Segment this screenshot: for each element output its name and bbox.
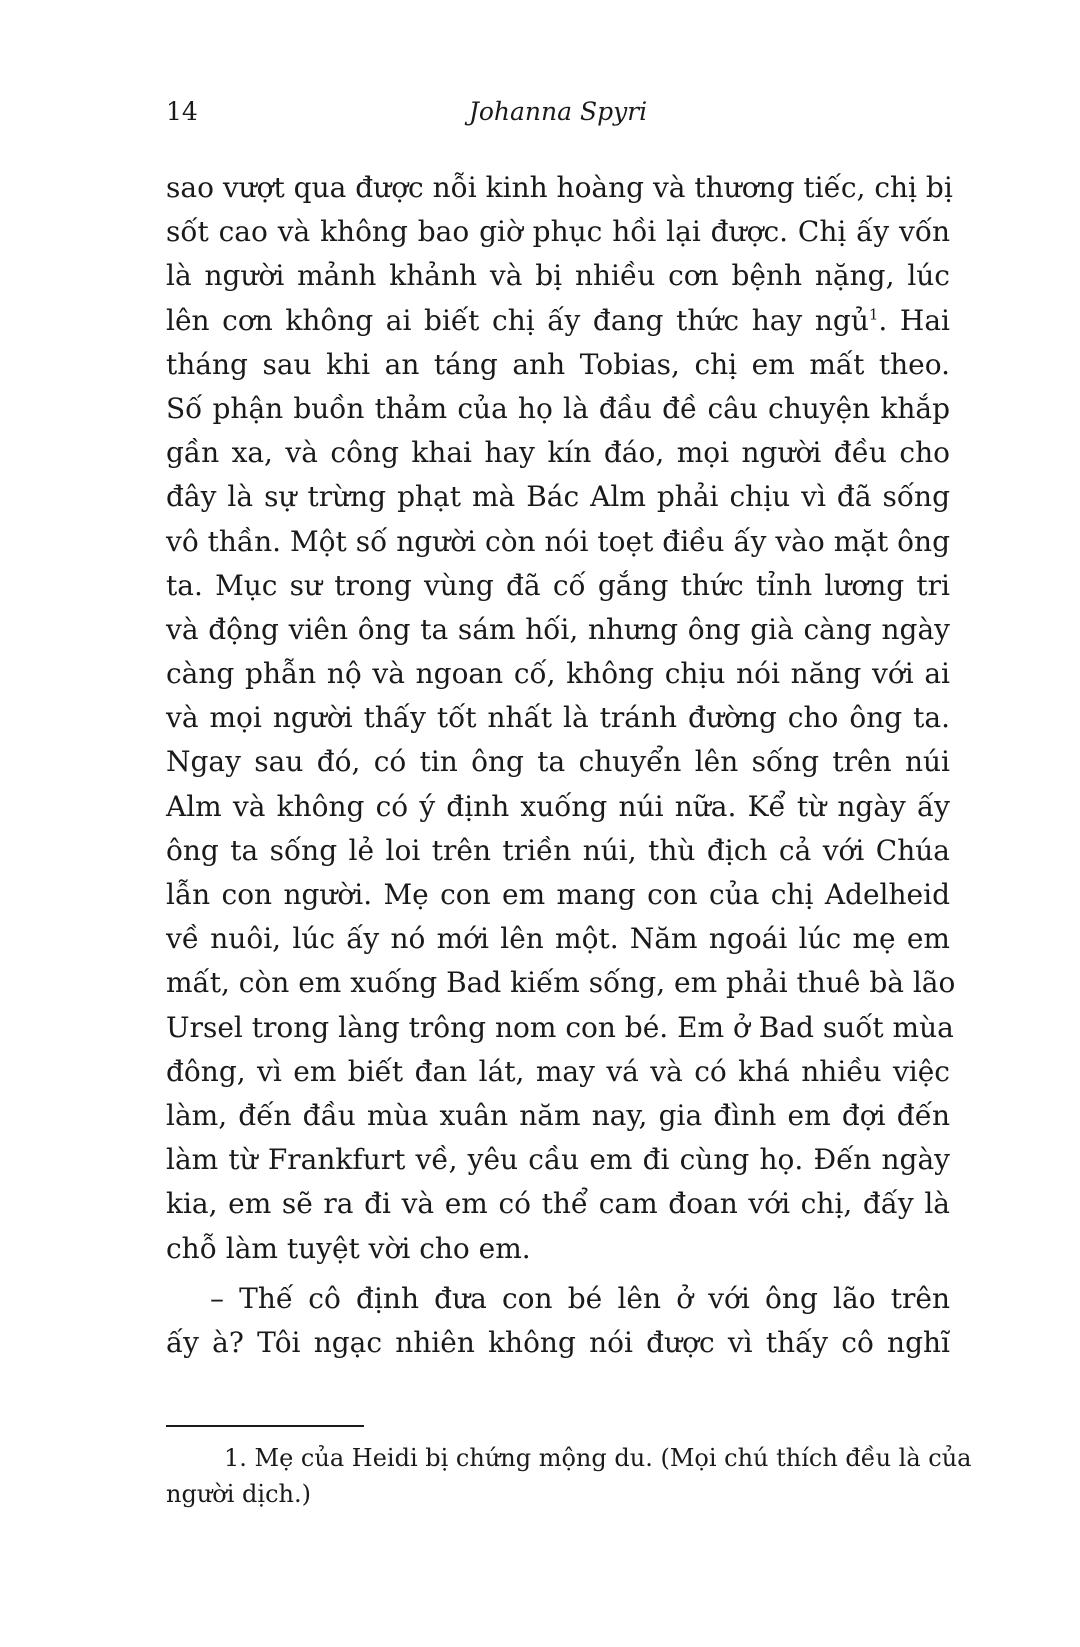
text-line: mất, còn em xuống Bad kiếm sống, em phải thuê bà lão [166,966,956,1000]
text-line: ta. Mục sư trong vùng đã cố gắng thức tỉnh lương tri [166,568,950,602]
text-line: Số phận buồn thảm của họ là đầu đề câu chuyện khắp [166,391,950,425]
footnote-line: người dịch.) [166,1480,311,1508]
text-line: càng phẫn nộ và ngoan cố, không chịu nói năng với ai [166,657,950,691]
text-line: làm, đến đầu mùa xuân năm nay, gia đình em đợi đến [166,1098,950,1132]
text-line: và động viên ông ta sám hối, nhưng ông già càng ngày [166,612,950,646]
running-title: Johanna Spyri [468,97,648,126]
footnote [166,1440,972,1512]
text-line: làm từ Frankfurt về, yêu cầu em đi cùng họ. Đến ngày [166,1143,950,1177]
text-line: lẫn con người. Mẹ con em mang con của chị Adelheid [166,878,950,911]
text-line: Ngay sau đó, có tin ông ta chuyển lên sống trên núi [166,745,950,779]
text-line: và mọi người thấy tốt nhất là tránh đường cho ông ta. [166,701,950,735]
text-line: kia, em sẽ ra đi và em có thể cam đoan với chị, đấy là [166,1187,950,1221]
text-line: về nuôi, lúc ấy nó mới lên một. Năm ngoái lúc mẹ em [166,922,950,956]
text-line: vô thần. Một số người còn nói toẹt điều ấy vào mặt ông [166,524,950,558]
text-line: sao vượt qua được nỗi kinh hoàng và thương tiếc, chị bị [166,171,953,204]
text-line: tháng sau khi an táng anh Tobias, chị em mất theo. [166,347,950,381]
paragraph-1 [166,166,956,1271]
text-line: Ursel trong làng trông nom con bé. Em ở Bad suốt mùa [166,1010,954,1044]
text-line: là người mảnh khảnh và bị nhiều cơn bệnh nặng, lúc [166,259,950,293]
text-line-tail: . Hai [878,303,950,337]
paragraph-2 [166,1277,950,1365]
text-line: đây là sự trừng phạt mà Bác Alm phải chịu vì đã sống [166,480,950,514]
footnote-divider [166,1425,364,1427]
text-line: sốt cao và không bao giờ phục hồi lại được. Chị ấy vốn [166,215,950,249]
text-line: chỗ làm tuyệt vời cho em. [166,1231,531,1265]
text-line [166,299,950,343]
text-line: gần xa, và công khai hay kín đáo, mọi người đều cho [166,436,950,470]
footnote-marker: 1 [868,305,879,324]
text-line: Alm và không có ý định xuống núi nữa. Kể từ ngày ấy [166,789,950,823]
page-header [166,92,950,132]
body-text [166,166,956,1365]
page-number: 14 [166,97,198,126]
text-line: đông, vì em biết đan lát, may vá và có khá nhiều việc [166,1054,950,1088]
text-line: ông ta sống lẻ loi trên triền núi, thù địch cả với Chúa [166,833,950,867]
text-line-main: lên cơn không ai biết chị ấy đang thức hay ngủ [166,303,869,337]
text-line: – Thế cô định đưa con bé lên ở với ông lão trên [210,1281,950,1315]
footnote-line: 1. Mẹ của Heidi bị chứng mộng du. (Mọi chú thích đều là của [224,1444,972,1472]
text-line: ấy à? Tôi ngạc nhiên không nói được vì thấy cô nghĩ [166,1325,950,1359]
